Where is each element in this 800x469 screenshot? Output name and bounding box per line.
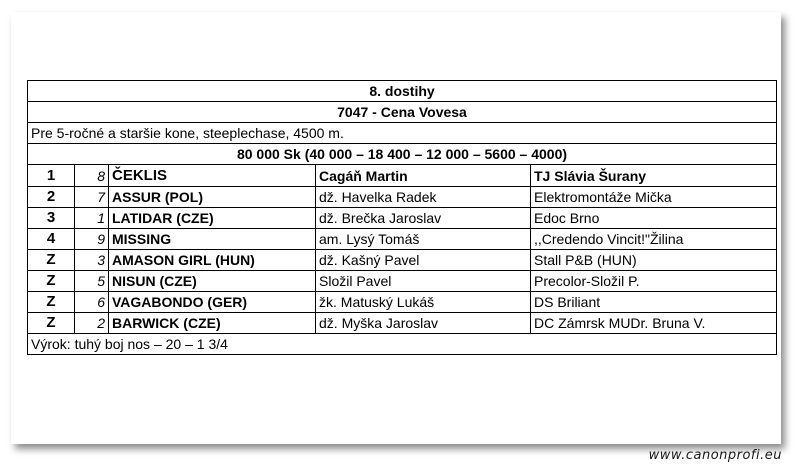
race-number: 8. dostihy: [28, 81, 777, 102]
start-number: 8: [75, 165, 109, 187]
jockey-name: dž. Kašný Pavel: [316, 250, 531, 271]
owner-name: DS Briliant: [531, 292, 777, 313]
race-prizes: 80 000 Sk (40 000 – 18 400 – 12 000 – 5600 – 4000): [28, 144, 777, 165]
horse-name: ASSUR (POL): [109, 187, 316, 208]
owner-name: TJ Slávia Šurany: [531, 165, 777, 187]
finish-position: 4: [28, 229, 75, 250]
finish-position: Z: [28, 250, 75, 271]
start-number: 3: [75, 250, 109, 271]
owner-name: Stall P&B (HUN): [531, 250, 777, 271]
table-row: [28, 208, 777, 229]
start-number: 7: [75, 187, 109, 208]
verdict-row: [28, 334, 777, 355]
owner-name: Edoc Brno: [531, 208, 777, 229]
jockey-name: Složil Pavel: [316, 271, 531, 292]
race-results-table: [27, 80, 777, 355]
table-row: [28, 271, 777, 292]
watermark-text: www.canonprofi.eu: [648, 448, 782, 463]
start-number: 1: [75, 208, 109, 229]
race-name: 7047 - Cena Vovesa: [28, 102, 777, 123]
finish-position: 1: [28, 165, 75, 187]
table-row: [28, 165, 777, 187]
finish-position: Z: [28, 313, 75, 334]
jockey-name: žk. Matuský Lukáš: [316, 292, 531, 313]
jockey-name: dž. Havelka Radek: [316, 187, 531, 208]
owner-name: DC Zámrsk MUDr. Bruna V.: [531, 313, 777, 334]
horse-name: VAGABONDO (GER): [109, 292, 316, 313]
horse-name: LATIDAR (CZE): [109, 208, 316, 229]
horse-name: BARWICK (CZE): [109, 313, 316, 334]
horse-name: AMASON GIRL (HUN): [109, 250, 316, 271]
horse-name: NISUN (CZE): [109, 271, 316, 292]
table-row: [28, 229, 777, 250]
jockey-name: Cagáň Martin: [316, 165, 531, 187]
finish-position: 2: [28, 187, 75, 208]
start-number: 9: [75, 229, 109, 250]
table-row: [28, 187, 777, 208]
owner-name: ,,Credendo Vincit!"Žilina: [531, 229, 777, 250]
race-conditions: Pre 5-ročné a staršie kone, steeplechase, 4500 m.: [28, 123, 777, 144]
finish-position: Z: [28, 271, 75, 292]
horse-name: MISSING: [109, 229, 316, 250]
race-conditions-row: [28, 123, 777, 144]
finish-position: Z: [28, 292, 75, 313]
start-number: 6: [75, 292, 109, 313]
finish-position: 3: [28, 208, 75, 229]
jockey-name: dž. Brečka Jaroslav: [316, 208, 531, 229]
race-number-row: [28, 81, 777, 102]
table-row: [28, 292, 777, 313]
horse-name: ČEKLIS: [109, 165, 316, 187]
owner-name: Precolor-Složil P.: [531, 271, 777, 292]
start-number: 2: [75, 313, 109, 334]
jockey-name: am. Lysý Tomáš: [316, 229, 531, 250]
race-name-row: [28, 102, 777, 123]
race-prizes-row: [28, 144, 777, 165]
start-number: 5: [75, 271, 109, 292]
table-row: [28, 313, 777, 334]
race-verdict: Výrok: tuhý boj nos – 20 – 1 3/4: [28, 334, 777, 355]
jockey-name: dž. Myška Jaroslav: [316, 313, 531, 334]
owner-name: Elektromontáže Mička: [531, 187, 777, 208]
table-row: [28, 250, 777, 271]
